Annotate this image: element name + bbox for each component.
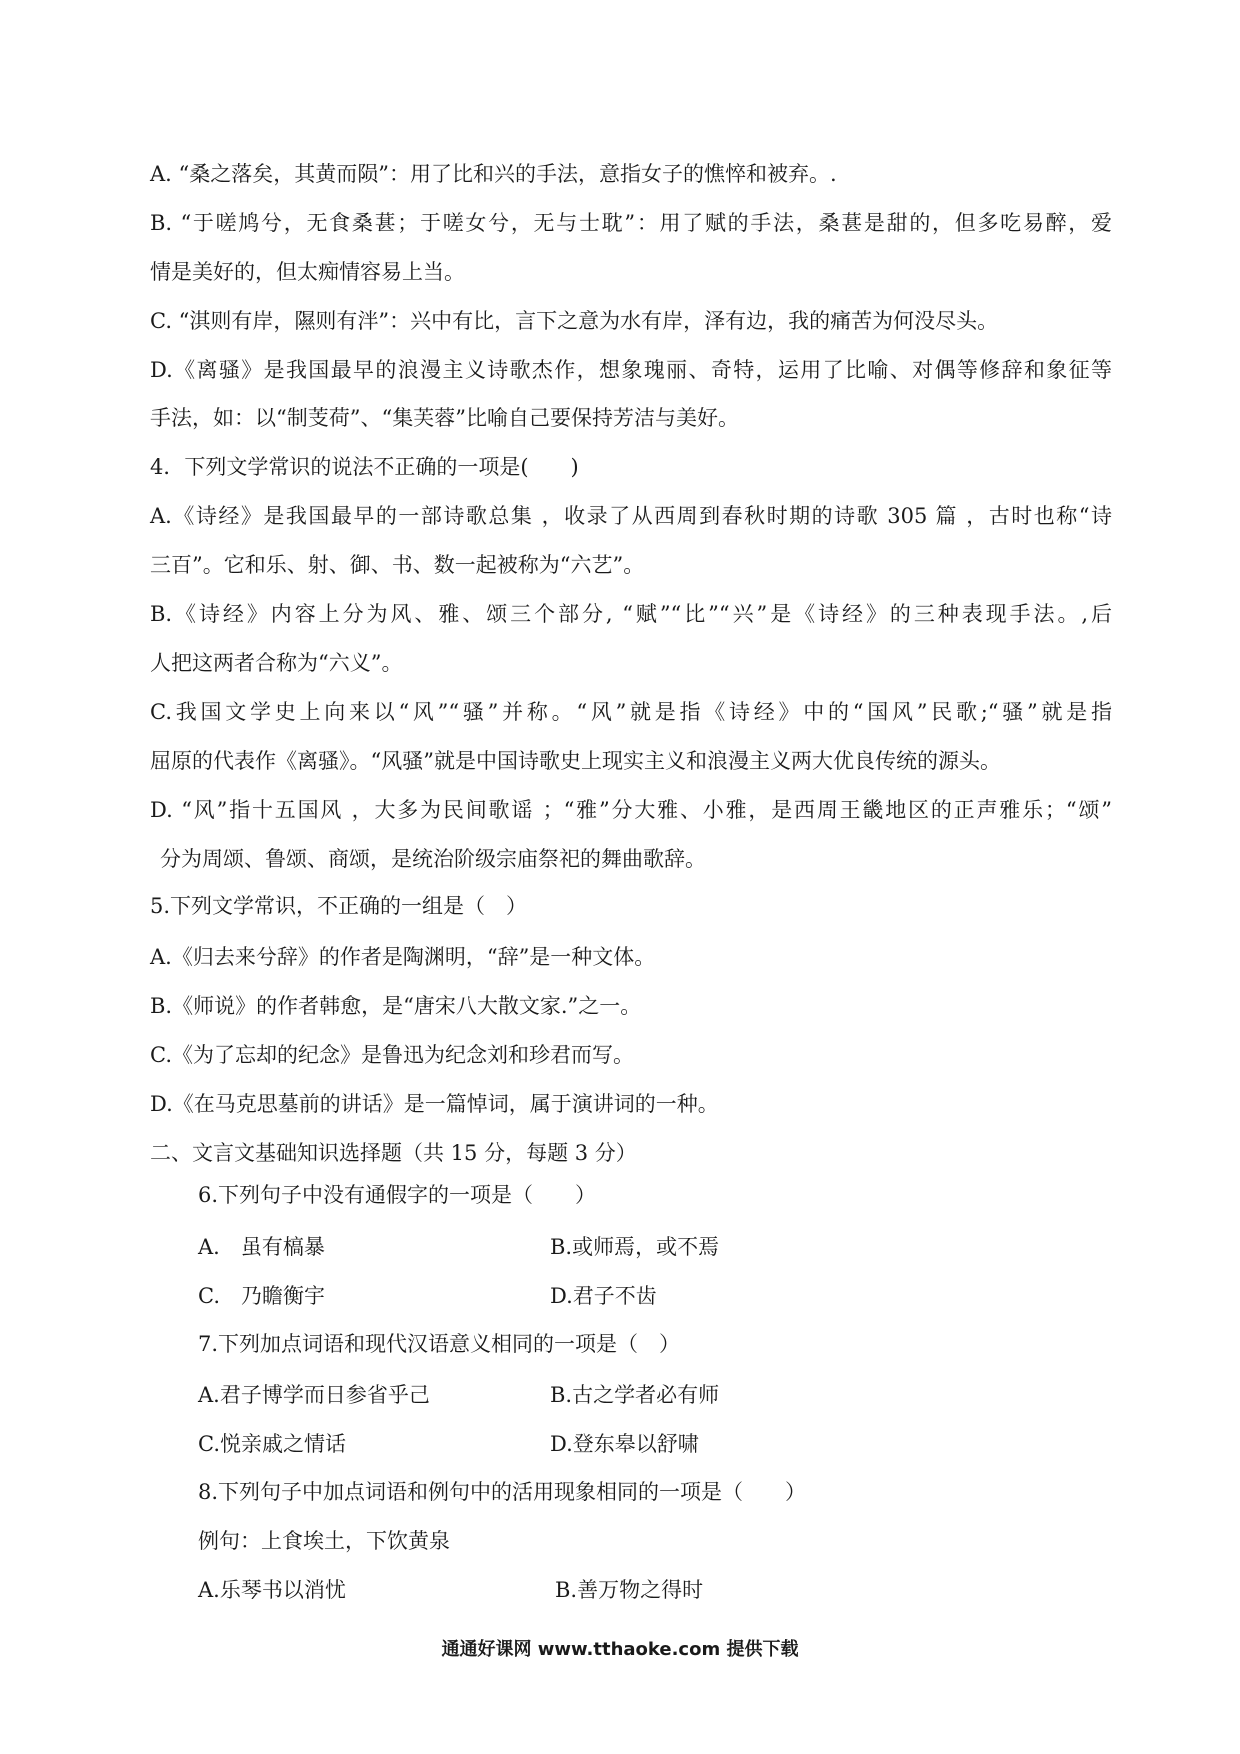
option-8a: A.乐琴书以消忧 [198,1578,346,1602]
question-5: 5.下列文学常识，不正确的一组是（ ） [150,894,528,918]
option-7a: A.君子博学而日参省乎己 [198,1383,430,1407]
question-8: 8.下列句子中加点词语和例句中的活用现象相同的一项是（ ） [198,1480,807,1504]
option-4a: A.《诗经》是我国最早的一部诗歌总集 ，收录了从西周到春秋时期的诗歌 305 篇 ，古时也称“诗 [150,504,1112,528]
option-6b: B.或师焉，或不焉 [550,1235,720,1259]
option-7c: C.悦亲戚之情话 [198,1432,346,1456]
option-4c: C.我国文学史上向来以“风”“骚”并称。“风”就是指《诗经》中的“国风”民歌;“骚”就是指 [150,700,1112,724]
option-4d: D. “风”指十五国风 ，大多为民间歌谣 ；“雅”分大雅、小雅，是西周王畿地区的正声雅乐；“颂” [150,798,1112,822]
section-2-heading: 二、文言文基础知识选择题（共 15 分，每题 3 分） [150,1141,637,1165]
option-3d: D.《离骚》是我国最早的浪漫主义诗歌杰作，想象瑰丽、奇特，运用了比喻、对偶等修辞和象征等 [150,358,1112,382]
option-5c: C.《为了忘却的纪念》是鲁迅为纪念刘和珍君而写。 [150,1043,634,1067]
option-3c: C. “淇则有岸，隰则有泮”：兴中有比，言下之意为水有岸，泽有边，我的痛苦为何没尽头。 [150,309,999,333]
option-3a: A. “桑之落矣，其黄而陨”：用了比和兴的手法，意指女子的憔悴和被弃。. [150,162,837,186]
example-sentence: 例句：上食埃土，下饮黄泉 [198,1529,450,1553]
option-4b-cont: 人把这两者合称为“六义”。 [150,651,403,675]
question-4: 4．下列文学常识的说法不正确的一项是( ) [150,455,579,479]
option-6d: D.君子不齿 [550,1284,657,1308]
question-6: 6.下列句子中没有通假字的一项是（ ） [198,1183,597,1207]
option-4b: B.《诗经》内容上分为风、雅、颂三个部分, “赋”“比”“兴”是《诗经》的三种表现手法。,后 [150,602,1112,626]
option-4c-cont: 屈原的代表作《离骚》。“风骚”就是中国诗歌史上现实主义和浪漫主义两大优良传统的源头。 [150,749,1001,773]
option-5a: A.《归去来兮辞》的作者是陶渊明，“辞”是一种文体。 [150,945,656,969]
option-4a-cont: 三百”。它和乐、射、御、书、数一起被称为“六艺”。 [150,553,645,577]
option-3d-cont: 手法，如：以“制芰荷”、“集芙蓉”比喻自己要保持芳洁与美好。 [150,406,739,430]
option-7d: D.登东皋以舒啸 [550,1432,699,1456]
option-3b: B. “于嗟鸠兮，无食桑葚；于嗟女兮，无与士耽”：用了赋的手法，桑葚是甜的，但多吃易醉，爱 [150,211,1112,235]
footer-source: 通通好课网 www.tthaoke.com 提供下载 [441,1639,799,1660]
option-5b: B.《师说》的作者韩愈，是“唐宋八大散文家.”之一。 [150,994,642,1018]
option-7b: B.古之学者必有师 [550,1383,720,1407]
option-4d-cont: 分为周颂、鲁颂、商颂，是统治阶级宗庙祭祀的舞曲歌辞。 [160,847,706,871]
option-6c: C. 乃瞻衡宇 [198,1284,325,1308]
option-8b: B.善万物之得时 [555,1578,704,1602]
question-7: 7.下列加点词语和现代汉语意义相同的一项是（ ） [198,1332,681,1356]
option-5d: D.《在马克思墓前的讲话》是一篇悼词，属于演讲词的一种。 [150,1092,719,1116]
option-3b-cont: 情是美好的，但太痴情容易上当。 [150,260,465,284]
option-6a: A. 虽有槁暴 [198,1235,325,1259]
